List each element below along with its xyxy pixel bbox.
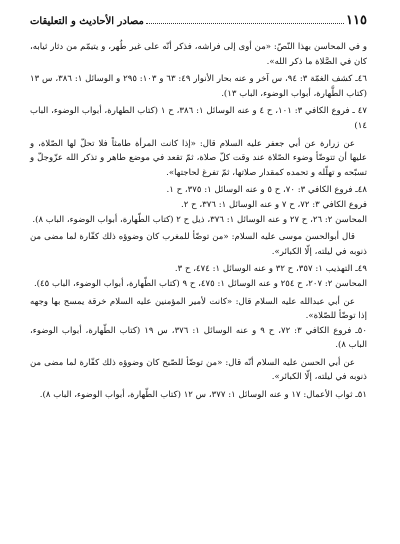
reference-paragraph: ٤٦ـ كشف الغمّة ٣: ٩٤، س آخر و عنه بحار الأنوار ٤٩: ٦٣ و ١٠٣: ٢٩٥ و الوسائل ١: ٣٨٦، س ١٣ (كتاب الطَّهارة، أبواب الوضوء، الباب ١٣). <box>30 74 367 99</box>
hadith-paragraph: عن أبي الحسن عليه السلام أنّه قال: «من توضّأ للصّبح كان وضوؤه ذلك كفّارة لما مضى من ذنوبه في ليلته، إلّا الكبائر». <box>30 357 367 383</box>
page-header <box>30 14 367 29</box>
reference-paragraph: ٤٩ـ التهذيب ١: ٣٥٧، ح ٣٢ و عنه الوسائل ١: ٤٧٤، ح ٣. <box>174 264 367 275</box>
reference-paragraph: ٤٧ ـ فروع الكافي ٣: ١٠١، ح ٤ و عنه الوسائل ١: ٣٨٦، ح ١ (كتاب الطهارة، أبواب الوضوء، الباب ١٤) <box>30 106 367 131</box>
reference-paragraph: ٥٠ـ فروع الكافي ٣: ٧٢، ح ٩ و عنه الوسائل ١: ٣٧٦، س ١٩ (كتاب الطّهارة، أبواب الوضوء، الباب ٨). <box>30 325 367 351</box>
paragraph: و في المحاسن بهذا النّصّ: «من أوى إلى فراشه، فذكر أنّه على غير طُهر، و يتيمّم من دثار ثيابه، كان في الصَّلاة ما ذكر الله». <box>30 42 367 67</box>
reference-paragraph: ٤٨ـ فروع الكافي ٣: ٧٠، ح ٥ و عنه الوسائل ١: ٣٧٥، ح ١. <box>166 185 367 196</box>
page-number: ١١٥ <box>346 13 367 28</box>
reference-paragraph: ٥١ـ ثواب الأعمال: ١٧ و عنه الوسائل ١: ٣٧٧، س ١٢ (كتاب الطّهارة، أبواب الوضوء، الباب ٨). <box>39 390 367 401</box>
reference-paragraph: المحاسن ٢: ٢٠٧، ح ٢٥٤ و عنه الوسائل ١: ٤٧٥، ح ٩ (كتاب الطّهارة، أبواب الوضوء، الباب ٤٥). <box>33 278 367 289</box>
reference-paragraph: فروع الكافي ٣: ٧٢، ح ٧ و عنه الوسائل ١: ٣٧٦، ح ٢. <box>180 199 367 210</box>
page-body <box>30 40 367 403</box>
hadith-paragraph: عن أبي عبدالله عليه السلام قال: «كانت لأمير المؤمنين عليه السلام خرقة يمسح بها وجهه إذا توضّأ للصّلاة». <box>30 296 367 322</box>
dotted-leader <box>146 23 344 24</box>
hadith-paragraph: عن زرارة عن أبي جعفر عليه السلام قال: «إذا كانت المرأة طامثاً فلا تحلّ لها الصّلاة، و عليها أن تتوضّأ وضوء الصّلاة عند وقت كلّ صلاة، ثمّ تقعد في موضع طاهر و تذكر الله عزّوجلّ و تسبّحه و تهلّله و تحمده كمقدار صلاتها، ثمّ تفرغ لحاجتها». <box>30 138 367 178</box>
running-title: مصادر الأحاديث و التعليقات <box>30 16 144 27</box>
hadith-paragraph: قال أبوالحسن موسى عليه السلام: «من توضّأ للمغرب كان وضوؤه ذلك كفّارة لما مضى من ذنوبه في ليلته، إلّا الكبائر». <box>30 232 367 257</box>
reference-paragraph: المحاسن ٢: ٢٦، ح ٢٧ و عنه الوسائل ١: ٣٧٦، ذيل ح ٢ (كتاب الطّهارة، أبواب الوضوء، الباب ٨). <box>32 214 367 225</box>
